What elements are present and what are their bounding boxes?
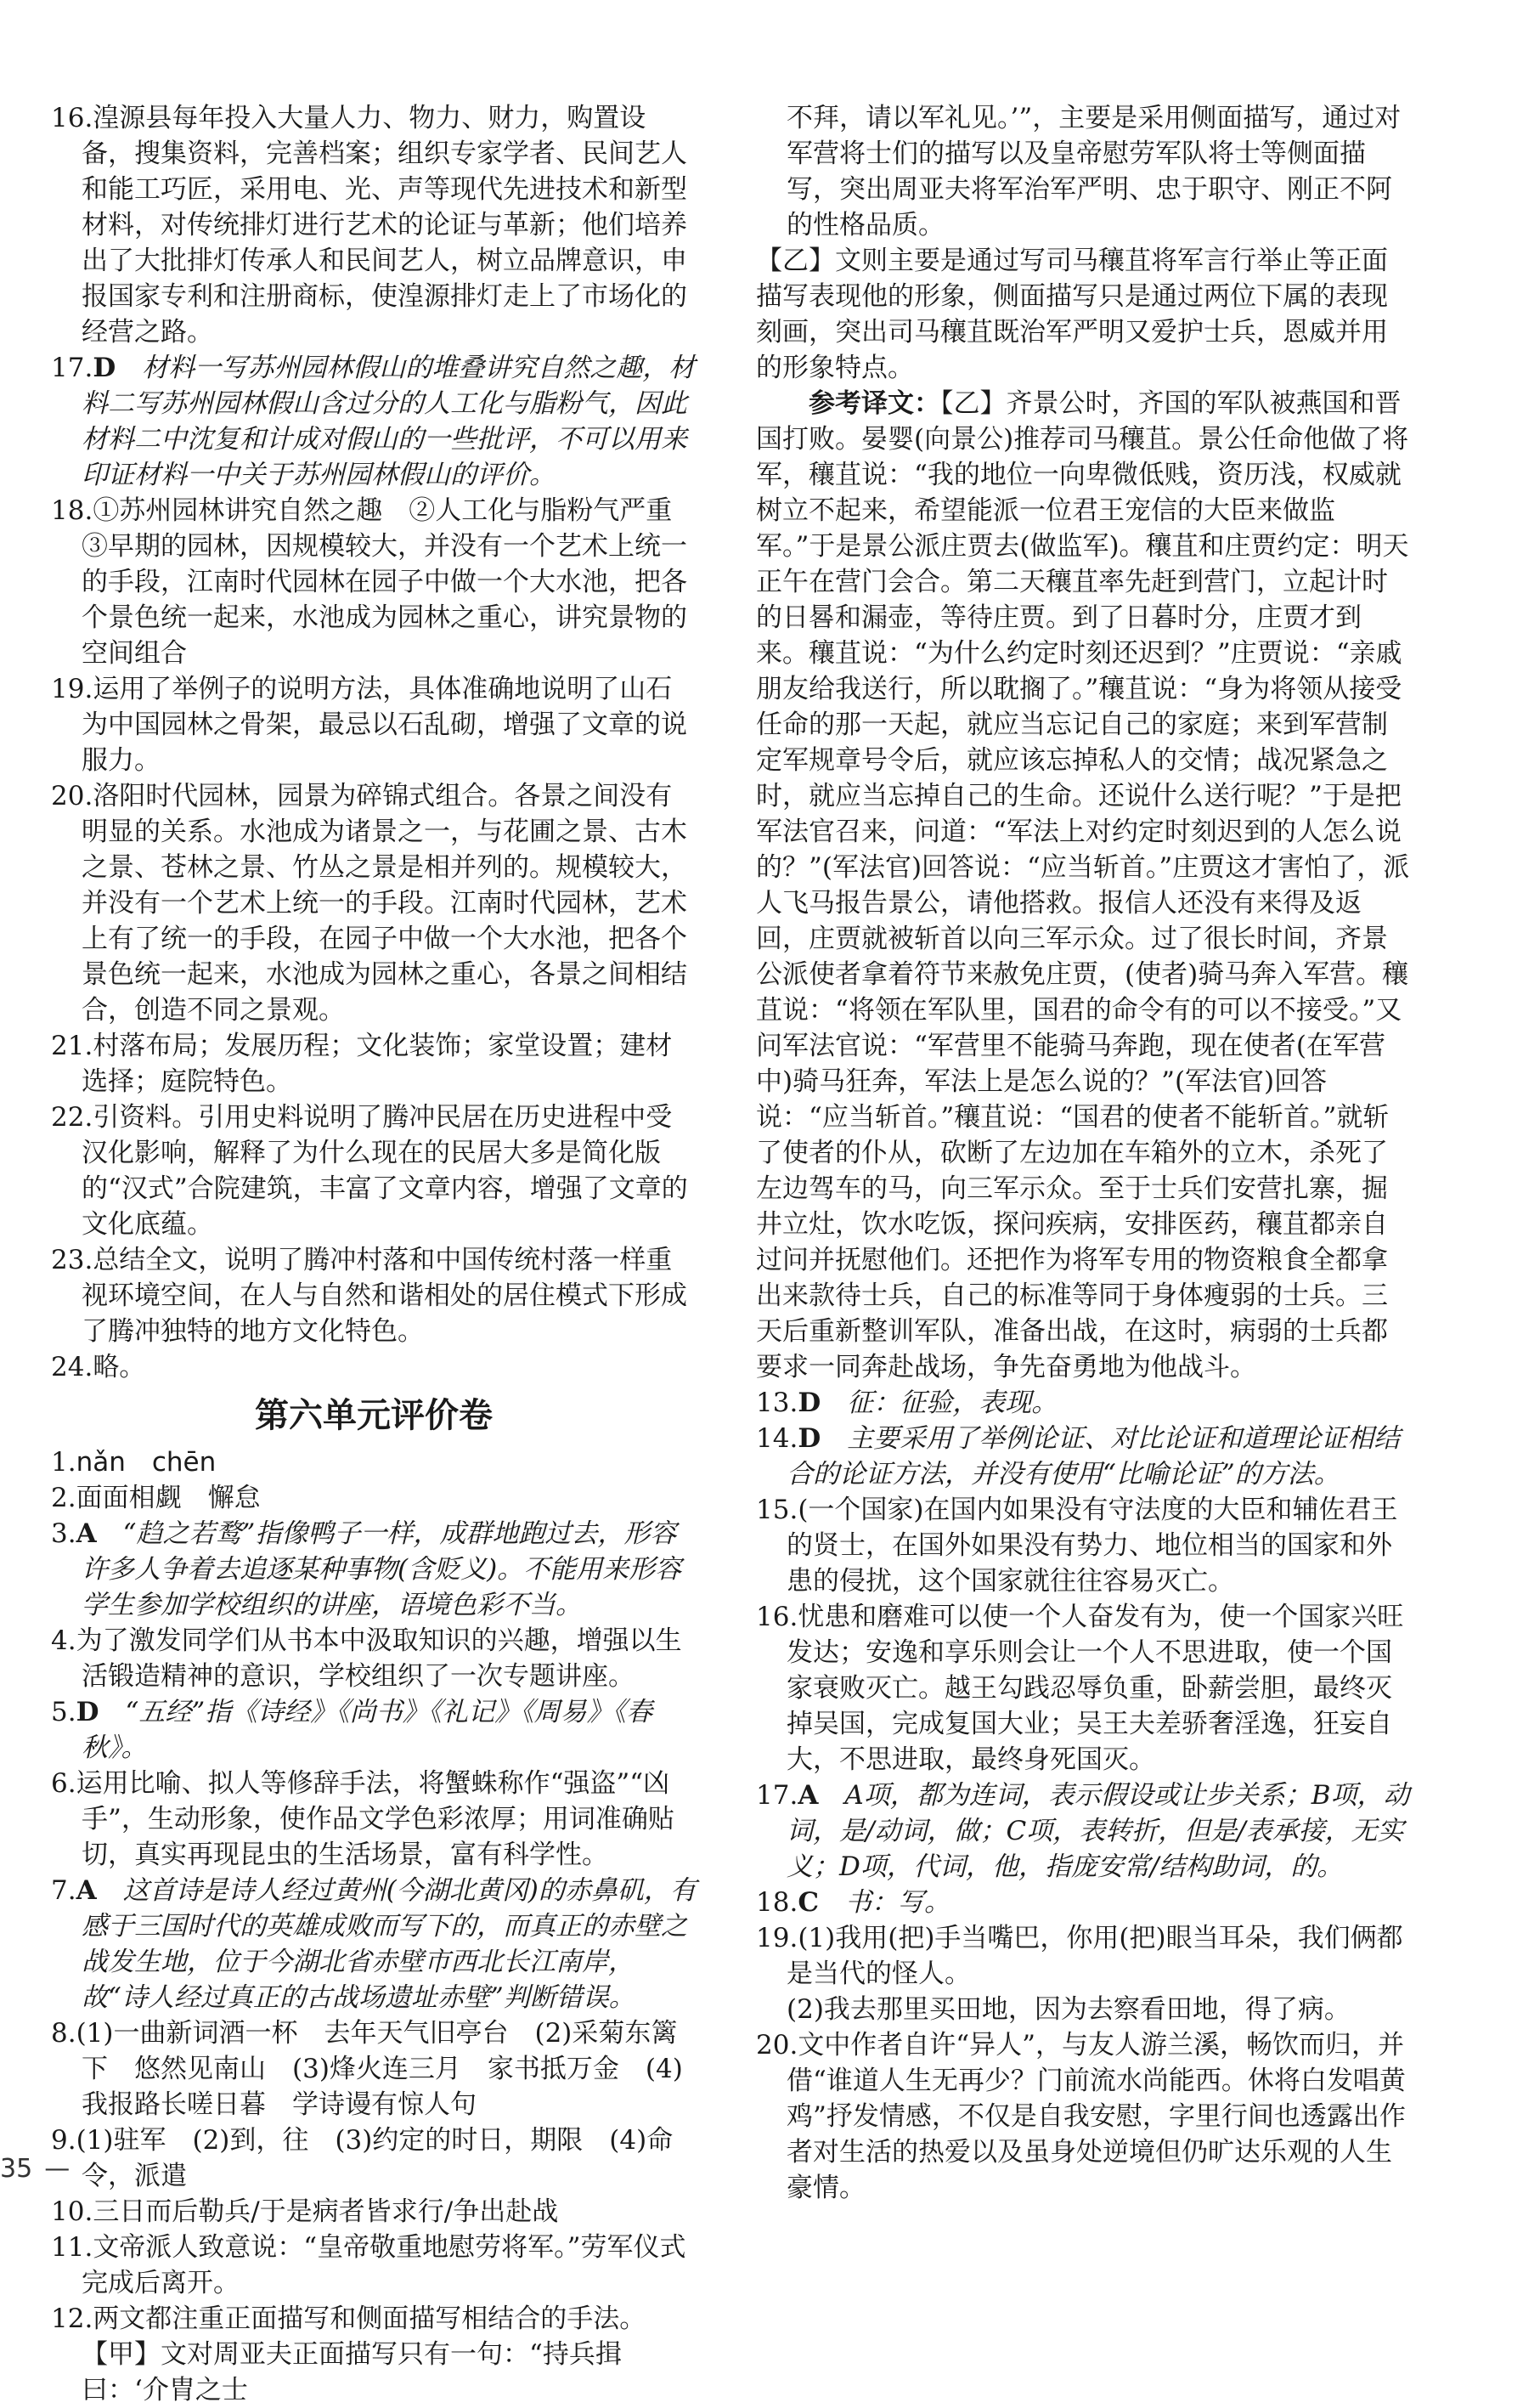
answer-12-part-b: 【乙】文则主要是通过写司马穰苴将军言行举止等正面描写表现他的形象，侧面描写只是通过两位下属的表现刻画，突出司马穰苴既治军严明又爱护士兵，恩威并用的形象特点。 bbox=[756, 246, 1388, 383]
unit6-answer-2: 2.面面相觑 懈怠 bbox=[51, 1483, 261, 1513]
page-footer bbox=[0, 2154, 71, 2184]
translation-label: 参考译文： bbox=[809, 388, 940, 419]
unit6-answer-1: 1.nǎn chēn bbox=[51, 1447, 217, 1478]
answer-12-continued: 不拜，请以军礼见。’”，主要是采用侧面描写，通过对军营将士们的描写以及皇帝慰劳军队将士等侧面描写，突出周亚夫将军治军严明、忠于职守、刚正不阿的性格品质。 bbox=[787, 103, 1402, 240]
answer-21: 21.村落布局；发展历程；文化装饰；家堂设置；建材选择；庭院特色。 bbox=[51, 1031, 673, 1097]
unit6-answer-14: 14.D 主要采用了举例论证、对比论证和道理论证相结合的论证方法，并没有使用“比喻论证”的方法。 bbox=[756, 1423, 1401, 1489]
unit6-answer-11: 11.文帝派人致意说：“皇帝敬重地慰劳将军。”劳军仪式完成后离开。 bbox=[51, 2232, 686, 2298]
unit6-answer-9: 9.(1)驻军 (2)到，往 (3)约定的时日，期限 (4)命令，派遣 bbox=[51, 2125, 674, 2191]
left-column bbox=[51, 100, 697, 2408]
answer-19: 19.运用了举例子的说明方法，具体准确地说明了山石为中国园林之骨架，最忌以石乱砌，增强了文章的说服力。 bbox=[51, 674, 687, 776]
answer-18: 18.①苏州园林讲究自然之趣 ②人工化与脂粉气严重 ③早期的园林，因规模较大，并没有一个艺术上统一的手段，江南时代园林在园子中做一个大水池，把各个景色统一起来，水池成为园林之重心，讲究景物的空间组合 bbox=[51, 495, 699, 669]
answer-20: 20.洛阳时代园林，园景为碎锦式组合。各景之间没有明显的关系。水池成为诸景之一，与花圃之景、古木之景、苍林之景、竹丛之景是相并列的。规模较大，并没有一个艺术上统一的手段。江南时代园林，艺术上有了统一的手段，在园子中做一个大水池，把各个景色统一起来，水池成为园林之重心，各景之间相结合，创造不同之景观。 bbox=[51, 781, 687, 1026]
unit6-answer-16: 16.忧患和磨难可以使一个人奋发有为，使一个国家兴旺发达；安逸和享乐则会让一个人不思进取，使一个国家衰败灭亡。越王勾践忍辱负重，卧薪尝胆，最终灭掉吴国，完成复国大业；吴王夫差骄奢淫逸，狂妄自大，不思进取，最终身死国灭。 bbox=[756, 1602, 1404, 1775]
answer-16: 16.湟源县每年投入大量人力、物力、财力，购置设备，搜集资料，完善档案；组织专家学者、民间艺人和能工巧匠，采用电、光、声等现代先进技术和新型材料，对传统排灯进行艺术的论证与革新；他们培养出了大批排灯传承人和民间艺人，树立品牌意识，申报国家专利和注册商标，使湟源排灯走上了市场化的经营之路。 bbox=[51, 103, 687, 348]
unit6-answer-10: 10.三日而后勒兵/于是病者皆求行/争出赴战 bbox=[51, 2196, 559, 2227]
unit6-answer-13: 13.D 征：征验，表现。 bbox=[756, 1388, 1058, 1418]
right-column bbox=[756, 100, 1410, 2206]
unit6-answer-3: 3.A “趋之若鹜”指像鸭子一样，成群地跑过去，形容许多人争着去追逐某种事物(含贬义)。不能用来形容学生参加学校组织的讲座，语境色彩不当。 bbox=[51, 1518, 682, 1620]
unit6-answer-19: 19.(1)我用(把)手当嘴巴，你用(把)眼当耳朵，我们俩都是当代的怪人。 bbox=[756, 1923, 1403, 1989]
footer-dash: — bbox=[44, 2154, 72, 2184]
unit6-answer-17: 17.A A项，都为连词，表示假设或让步关系；B项，动词，是/动词，做；C项，表转折，但是/表承接，无实义；D项，代词，他，指庞安常/结构助词，的。 bbox=[756, 1780, 1410, 1882]
unit6-answer-7: 7.A 这首诗是诗人经过黄州(今湖北黄冈)的赤鼻矶，有感于三国时代的英雄成败而写下的，而真正的赤壁之战发生地，位于今湖北省赤壁市西北长江南岸，故“诗人经过真正的古战场遗址赤壁”判断错误。 bbox=[51, 1875, 697, 2013]
answer-17: 17.D 材料一写苏州园林假山的堆叠讲究自然之趣，材料二写苏州园林假山含过分的人工化与脂粉气，因此材料二中沈复和计成对假山的一些批评，不可以用来印证材料一中关于苏州园林假山的评价。 bbox=[51, 353, 696, 490]
section-title: 第六单元评价卷 bbox=[255, 1396, 493, 1435]
answer-23: 23.总结全文，说明了腾冲村落和中国传统村落一样重视环境空间，在人与自然和谐相处的居住模式下形成了腾冲独特的地方文化特色。 bbox=[51, 1245, 687, 1347]
unit6-answer-12: 12.两文都注重正面描写和侧面描写相结合的手法。【甲】文对周亚夫正面描写只有一句：“持兵揖曰：‘介胄之士 bbox=[51, 2303, 646, 2405]
unit6-answer-6: 6.运用比喻、拟人等修辞手法，将蟹蛛称作“强盗”“凶手”，生动形象，使作品文学色彩浓厚；用词准确贴切，真实再现昆虫的生活场景，富有科学性。 bbox=[51, 1768, 674, 1870]
unit6-answer-18: 18.C 书：写。 bbox=[756, 1887, 950, 1918]
unit6-answer-5: 5.D “五经”指《诗经》《尚书》《礼记》《周易》《春秋》。 bbox=[51, 1697, 653, 1763]
answer-24: 24.略。 bbox=[51, 1352, 146, 1382]
unit6-answer-15: 15.(一个国家)在国内如果没有守法度的大臣和辅佐君王的贤士，在国外如果没有势力、地位相当的国家和外患的侵扰，这个国家就往往容易灭亡。 bbox=[756, 1495, 1398, 1597]
unit6-answer-20: 20.文中作者自许“异人”，与友人游兰溪，畅饮而归，并借“谁道人生无再少？门前流水尚能西。休将白发唱黄鸡”抒发情感，不仅是自我安慰，字里行间也透露出作者对生活的热爱以及虽身处逆境但仍旷达乐观的人生豪情。 bbox=[756, 2030, 1406, 2203]
unit6-answer-8: 8.(1)一曲新词酒一杯 去年天气旧亭台 (2)采菊东篱下 悠然见南山 (3)烽火连三月 家书抵万金 (4)我报路长嗟日暮 学诗谩有惊人句 bbox=[51, 2018, 683, 2120]
unit6-answer-19-part-2: (2)我去那里买田地，因为去察看田地，得了病。 bbox=[787, 1994, 1351, 2025]
reference-translation: 参考译文：【乙】齐景公时，齐国的军队被燕国和晋国打败。晏婴(向景公)推荐司马穰苴。景公任命他做了将军，穰苴说：“我的地位一向卑微低贱，资历浅，权威就树立不起来，希望能派一位君王宠信的大臣来做监军。”于是景公派庄贾去(做监军)。穰苴和庄贾约定：明天正午在营门会合。第二天穰苴率先赶到营门，立起计时的日晷和漏壶，等待庄贾。到了日暮时分，庄贾才到来。穰苴说：“为什么约定时刻还迟到？”庄贾说：“亲戚朋友给我送行，所以耽搁了。”穰苴说：“身为将领从接受任命的那一天起，就应当忘记自己的家庭；来到军营制定军规章号令后，就应该忘掉私人的交情；战况紧急之时，就应当忘掉自己的生命。还说什么送行呢？”于是把军法官召来，问道：“军法上对约定时刻迟到的人怎么说的？”(军法官)回答说：“应当斩首。”庄贾这才害怕了，派人飞马报告景公，请他搭救。报信人还没有来得及返回，庄贾就被斩首以向三军示众。过了很长时间，齐景公派使者拿着符节来赦免庄贾，(使者)骑马奔入军营。穰苴说：“将领在军队里，国君的命令有的可以不接受。”又问军法官说：“军营里不能骑马奔跑，现在使者(在军营中)骑马狂奔，军法上是怎么说的？”(军法官)回答说：“应当斩首。”穰苴说：“国君的使者不能斩首。”就斩了使者的仆从，砍断了左边加在车箱外的立木，杀死了左边驾车的马，向三军示众。至于士兵们安营扎寨，掘井立灶，饮水吃饭，探问疾病，安排医药，穰苴都亲自过问并抚慰他们。还把作为将军专用的物资粮食全都拿出来款待士兵，自己的标准等同于身体瘦弱的士兵。三天后重新整训军队，准备出战，在这时，病弱的士兵都要求一同奔赴战场，争先奋勇地为他战斗。 bbox=[756, 388, 1410, 1382]
answer-22: 22.引资料。引用史料说明了腾冲民居在历史进程中受汉化影响，解释了为什么现在的民居大多是简化版的“汉式”合院建筑，丰富了文章内容，增强了文章的文化底蕴。 bbox=[51, 1102, 688, 1240]
page-number: 35 bbox=[0, 2154, 33, 2184]
unit6-answer-4: 4.为了激发同学们从书本中汲取知识的兴趣，增强以生活锻造精神的意识，学校组织了一次专题讲座。 bbox=[51, 1625, 682, 1692]
